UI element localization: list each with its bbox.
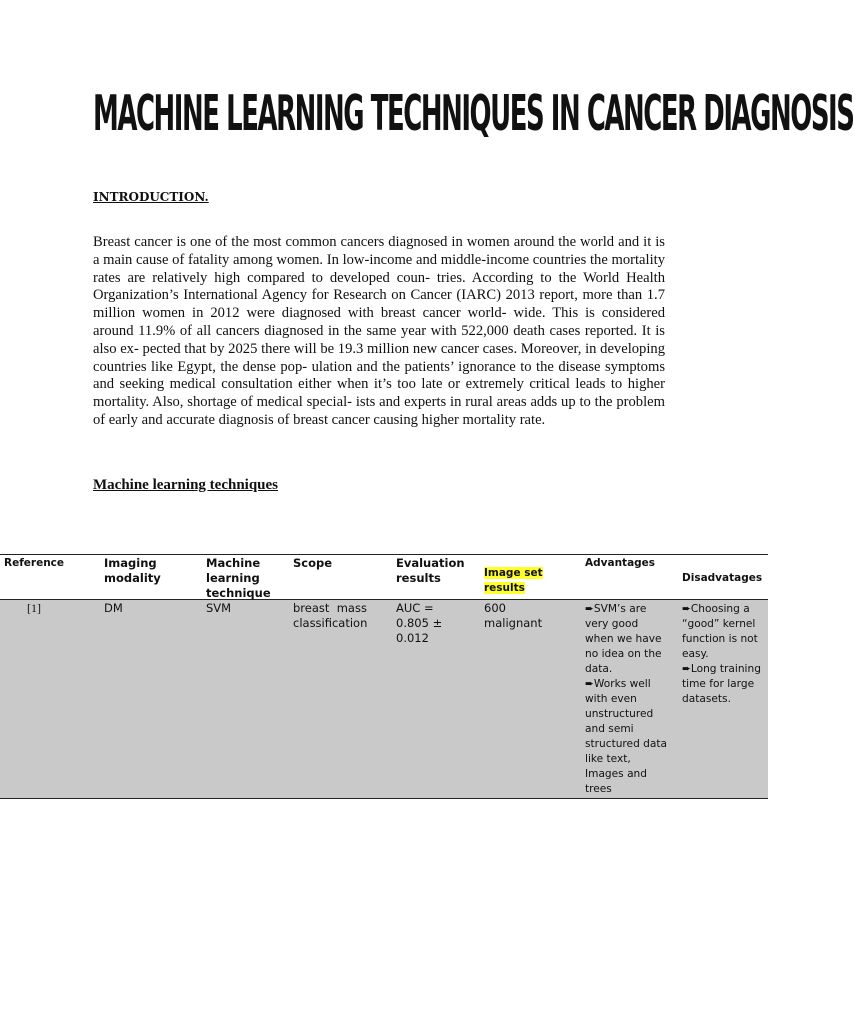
header-imaging-line: modality xyxy=(104,571,161,585)
advantages-line: structured data xyxy=(585,738,668,750)
header-reference: Reference xyxy=(4,557,65,569)
table-header-row xyxy=(0,555,768,600)
eval-line: AUC = xyxy=(396,601,434,615)
introduction-paragraph: Breast cancer is one of the most common cancers diagnosed in women around the world and it is a main cause of fatality among women. In low-income and middle-income countries the mortality rates are relatively high compared to developed coun- tries. According to the World Health Organization’s International Agency for Research on Cancer (IARC) 2013 report, more than 1.7 million women in 2012 were diagnosed with breast cancer world- wide. This is considered around 11.9% of all cancers diagnosed in the same year with 522,000 death cases reported. It is also ex- pected that by 2025 there will be 19.3 million new cancer cases. Moreover, in developing countries like Egypt, the dense pop- ulation and the patients’ ignorance to the disease symptoms and seeking medical consultation either when it’s too late or extremely critical leads to higher mortality. Also, shortage of medical special- ists and experts in rural areas adds up to the problem of early and accurate diagnosis of breast cancer causing higher mortality rate. xyxy=(93,234,665,428)
header-imaging-line: Imaging xyxy=(104,556,157,570)
advantages-line: like text, xyxy=(585,753,631,765)
document-title: MACHINE LEARNING TECHNIQUES IN CANCER DIAGNOSIS xyxy=(93,86,854,143)
disadvantages-line: ➨Choosing a xyxy=(682,603,750,615)
header-ml-line: learning xyxy=(206,571,260,585)
header-eval-line: Evaluation xyxy=(396,556,465,570)
scope-line: breast mass xyxy=(293,601,367,615)
disadvantages-line: “good” kernel xyxy=(682,618,756,630)
header-imageset-line: results xyxy=(484,582,525,594)
disadvantages-line: datasets. xyxy=(682,693,731,705)
header-image-set-results xyxy=(484,566,543,596)
disadvantages-line: time for large xyxy=(682,678,755,690)
cell-scope xyxy=(293,601,367,631)
disadvantages-line: easy. xyxy=(682,648,709,660)
section-heading: Machine learning techniques xyxy=(93,477,279,493)
advantages-line: unstructured xyxy=(585,708,654,720)
advantages-line: trees xyxy=(585,783,612,795)
advantages-line: ➨SVM’s are xyxy=(585,603,647,615)
eval-line: 0.012 xyxy=(396,631,429,645)
cell-reference: [1] xyxy=(27,601,41,615)
header-disadvantages: Disadvatages xyxy=(682,572,763,584)
header-scope: Scope xyxy=(293,556,333,570)
scope-line: classification xyxy=(293,616,368,630)
advantages-line: when we have xyxy=(585,633,662,645)
advantages-line: with even xyxy=(585,693,637,705)
header-imageset-line: Image set xyxy=(484,567,543,579)
techniques-table xyxy=(0,554,768,799)
header-ml-line: Machine xyxy=(206,556,261,570)
eval-line: 0.805 ± xyxy=(396,616,443,630)
imageset-line: malignant xyxy=(484,616,543,630)
cell-imaging-modality: DM xyxy=(104,601,123,615)
advantages-line: data. xyxy=(585,663,613,675)
advantages-line: and semi xyxy=(585,723,634,735)
advantages-line: ➨Works well xyxy=(585,678,651,690)
imageset-line: 600 xyxy=(484,601,506,615)
cell-advantages xyxy=(585,602,667,797)
table-row xyxy=(0,600,768,798)
header-ml-technique xyxy=(206,556,271,601)
advantages-line: Images and xyxy=(585,768,647,780)
introduction-heading: INTRODUCTION. xyxy=(93,190,209,204)
cell-evaluation-results xyxy=(396,601,442,646)
header-advantages: Advantages xyxy=(585,557,656,569)
header-eval-line: results xyxy=(396,571,441,585)
header-ml-line: technique xyxy=(206,586,271,600)
advantages-line: no idea on the xyxy=(585,648,662,660)
disadvantages-line: ➨Long training xyxy=(682,663,761,675)
cell-disadvantages xyxy=(682,602,761,707)
header-imaging-modality xyxy=(104,556,161,586)
header-evaluation-results xyxy=(396,556,465,586)
advantages-line: very good xyxy=(585,618,639,630)
cell-image-set-results xyxy=(484,601,542,631)
disadvantages-line: function is not xyxy=(682,633,758,645)
cell-ml-technique: SVM xyxy=(206,601,232,615)
